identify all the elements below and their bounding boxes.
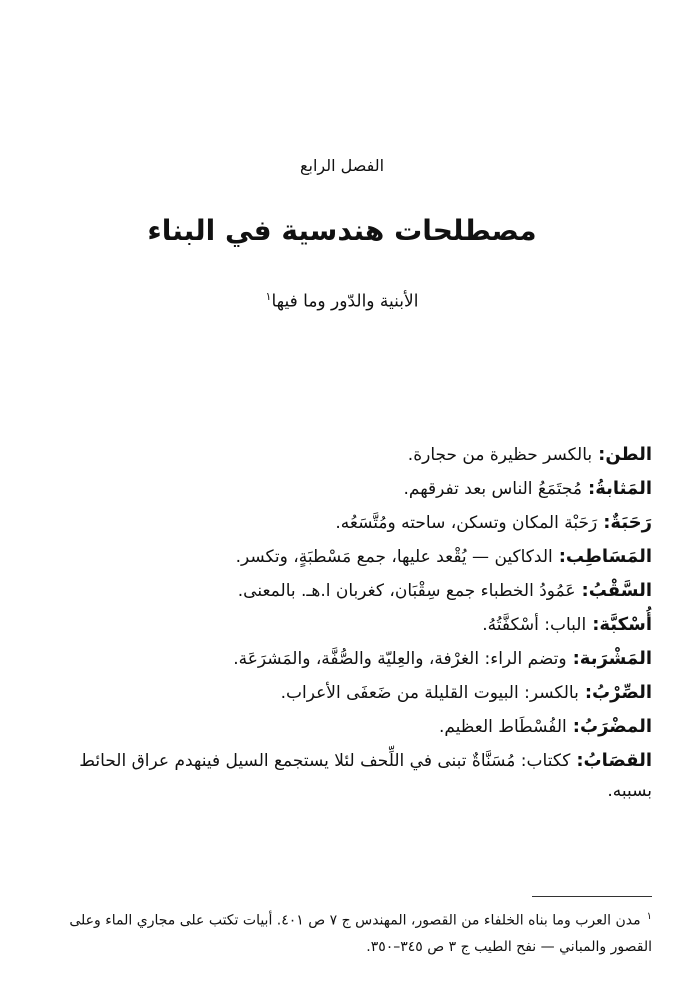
entry-definition: رَحَبْة المكان وتسكن، ساحته ومُتَّسَعُه. (335, 513, 598, 533)
entry-term: المَثابةُ: (588, 478, 652, 499)
entry-term: المَشْرَبة: (572, 648, 652, 669)
entry-term: القصَابُ: (576, 750, 652, 771)
entry-term: الطن: (598, 444, 652, 465)
entry-term: المَسَاطِب: (558, 546, 652, 567)
footnote-divider (532, 896, 652, 897)
chapter-heading: الفصل الرابع (299, 156, 385, 175)
entry-definition: ككتاب: مُسَنَّاةٌ تبنى في اللِّحف لئلا يستجمع السيل فينهدم عراق الحائط بسببه. (79, 751, 652, 801)
glossary-entry (30, 474, 652, 508)
footnote-reference[interactable]: ١ (265, 290, 272, 303)
entry-definition: مُجتَمَعُ الناس بعد تفرقهم. (403, 479, 583, 499)
entry-definition: بالكسر حظيرة من حجارة. (407, 445, 593, 465)
glossary-entry (30, 440, 652, 474)
entry-term: أُسْكبَّة: (592, 614, 652, 635)
entry-term: الصِّرْبُ: (584, 682, 652, 703)
glossary-list (30, 440, 652, 806)
entry-definition: الفُسْطَاط العظيم. (438, 717, 567, 737)
glossary-entry (30, 678, 652, 712)
glossary-entry (30, 712, 652, 746)
subtitle-text: الأبنية والدّور وما فيها (271, 291, 419, 312)
entry-definition: بالكسر: البيوت القليلة من ضَعفَى الأعراب. (280, 683, 579, 703)
glossary-entry (30, 610, 652, 644)
entry-definition: الباب: أسْكفَّتُهُ. (482, 615, 587, 635)
footnote-text: مدن العرب وما بناه الخلفاء من القصور، المهندس ج ٧ ص ٤٠١. أبيات تكتب على مجاري الماء وعلى القصور والمباني — نفح الطيب ج ٣ ص ٣٤٥–٣٥٠. (69, 912, 652, 955)
entry-term: المضْرَبُ: (572, 716, 652, 737)
glossary-entry (30, 644, 652, 678)
footnote (30, 904, 652, 960)
glossary-entry (30, 576, 652, 610)
glossary-entry (30, 542, 652, 576)
glossary-entry (30, 508, 652, 542)
entry-definition: عَمُودُ الخطباء جمع سِقْبَان، كغربان ا.هـ. بالمعنى. (237, 581, 576, 601)
page-title: مصطلحات هندسية في البناء (147, 214, 537, 247)
entry-definition: الدكاكين — يُقْعد عليها، جمع مَسْطبَةٍ، وتكسر. (235, 547, 553, 567)
glossary-entry (30, 746, 652, 806)
entry-term: السَّقْبُ: (581, 580, 652, 601)
entry-term: رَحَبَةٌ: (603, 512, 652, 533)
section-subtitle (0, 290, 684, 312)
footnote-mark: ١ (646, 911, 652, 922)
entry-definition: وتضم الراء: الغرْفة، والعِليّة والصُّفَّة، والمَشرَعَة. (233, 649, 567, 669)
